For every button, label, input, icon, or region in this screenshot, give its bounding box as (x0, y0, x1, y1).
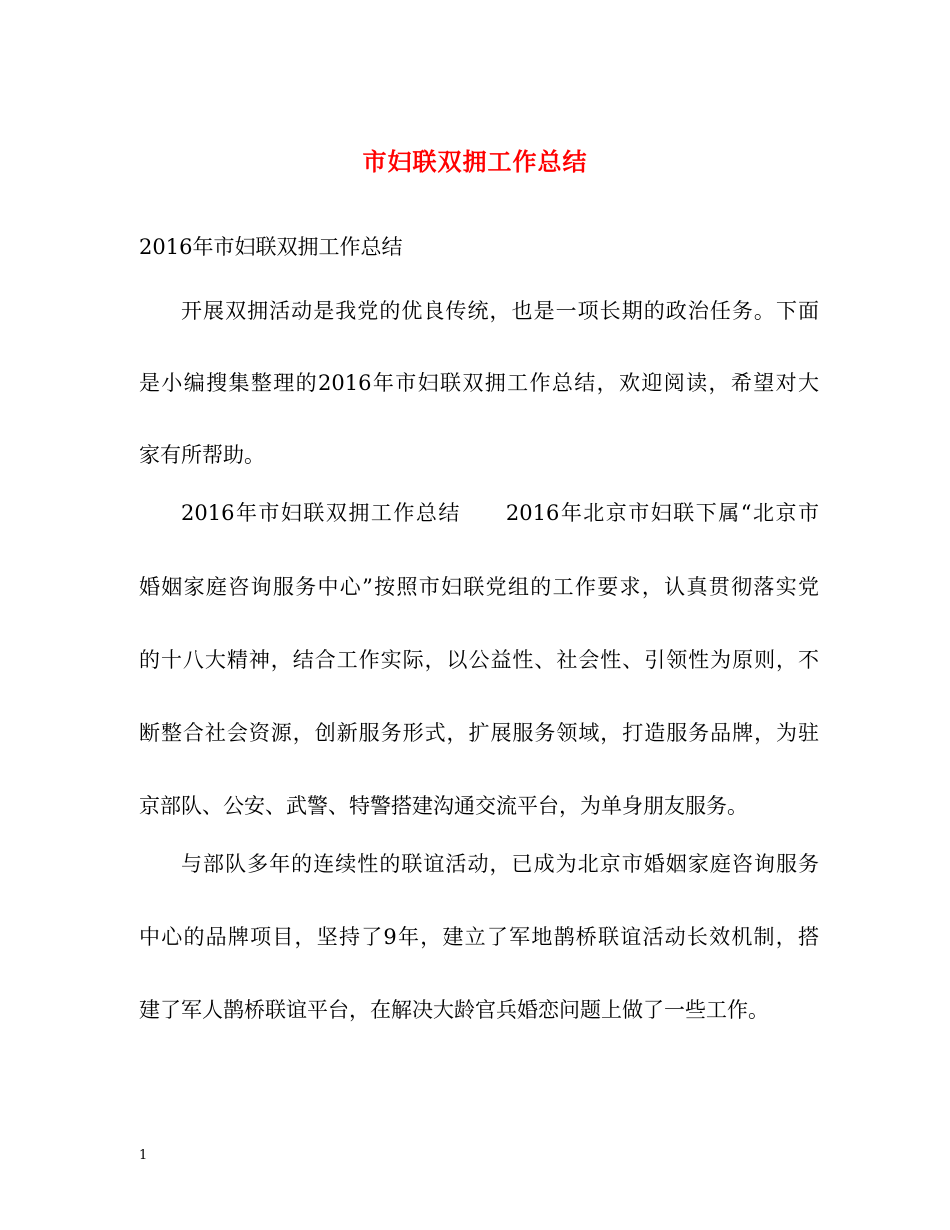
document-title: 市妇联双拥工作总结 (362, 147, 588, 176)
body-line: 是小编搜集整理的2016年市妇联双拥工作总结，欢迎阅读，希望对大 (139, 371, 819, 395)
body-line: 2016年市妇联双拥工作总结 2016年北京市妇联下属“北京市 (181, 501, 819, 525)
body-line: 的十八大精神，结合工作实际，以公益性、社会性、引领性为原则，不 (139, 648, 819, 672)
body-line: 中心的品牌项目，坚持了9年，建立了军地鹊桥联谊活动长效机制，搭 (139, 925, 819, 949)
document-subtitle: 2016年市妇联双拥工作总结 (139, 235, 403, 259)
body-line: 与部队多年的连续性的联谊活动，已成为北京市婚姻家庭咨询服务 (181, 852, 819, 876)
body-line: 家有所帮助。 (139, 443, 265, 467)
body-line: 开展双拥活动是我党的优良传统，也是一项长期的政治任务。下面 (181, 299, 819, 323)
body-line: 建了军人鹊桥联谊平台，在解决大龄官兵婚恋问题上做了一些工作。 (139, 998, 769, 1022)
page-number: 1 (139, 1148, 148, 1163)
body-line: 断整合社会资源，创新服务形式，扩展服务领域，打造服务品牌，为驻 (139, 721, 819, 745)
body-line: 京部队、公安、武警、特警搭建沟通交流平台，为单身朋友服务。 (139, 794, 748, 818)
body-line: 婚姻家庭咨询服务中心”按照市妇联党组的工作要求，认真贯彻落实党 (139, 575, 819, 599)
